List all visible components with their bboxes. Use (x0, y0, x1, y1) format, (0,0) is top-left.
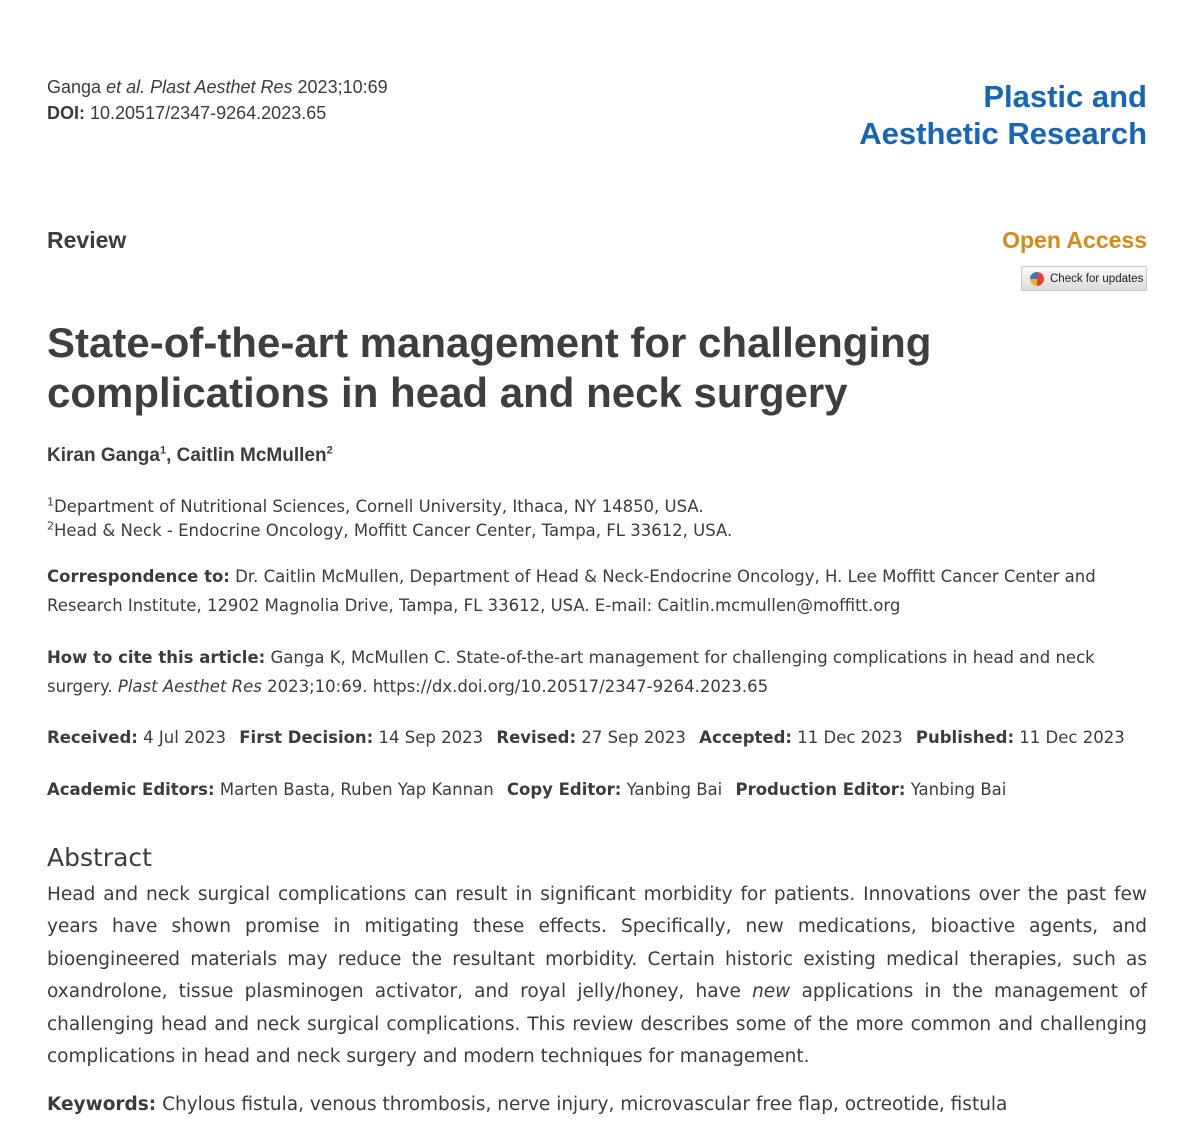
affiliation-text: Head & Neck - Endocrine Oncology, Moffitt Cancer Center, Tampa, FL 33612, USA. (54, 521, 733, 540)
date-label: Published: (915, 728, 1015, 747)
author-affil-sup: 1 (159, 444, 167, 457)
open-access-label: Open Access (1002, 227, 1147, 253)
journal-name-line1: Plastic and (983, 79, 1147, 114)
how-to-cite-rest: 2023;10:69. https://dx.doi.org/10.20517/2347-9264.2023.65 (267, 677, 769, 696)
doi-line (47, 102, 326, 124)
date-label: First Decision: (239, 728, 374, 747)
author-short: Ganga (47, 77, 102, 97)
journal-name-line2: Aesthetic Research (859, 116, 1147, 151)
author-name[interactable]: Caitlin McMullen (176, 445, 327, 466)
editor-value: Marten Basta, Ruben Yap Kannan (219, 780, 494, 799)
abstract-part: Head and neck surgical complications can result in significant morbidity for patients. Innovations over the past few years have shown promise in mitigating these effects. Specifically, new medications, bioactive agents, and bioengineered materials may reduce the resultant morbidity. Certain historic existing medical therapies, such as oxandrolone, tissue plasminogen activator, and royal jelly/honey, have (47, 884, 1147, 1003)
date-label: Revised: (496, 728, 577, 747)
citation-line (47, 76, 388, 98)
article-title: State-of-the-art management for challenging complications in head and neck surgery (47, 319, 932, 416)
date-value: 14 Sep 2023 (378, 728, 484, 747)
keywords-label: Keywords: (47, 1094, 157, 1115)
affiliation-sup: 2 (47, 519, 54, 533)
affiliation-sup: 1 (47, 495, 54, 509)
abstract-text (47, 879, 1147, 1073)
check-for-updates-button[interactable] (1021, 266, 1147, 291)
check-updates-label: Check for updates (1050, 272, 1144, 285)
how-to-cite-journal: Plast Aesthet Res (117, 677, 262, 696)
article-type: Review (47, 227, 127, 253)
affiliations (47, 495, 732, 543)
correspondence-label: Correspondence to: (47, 567, 230, 586)
year-volume: 2023;10:69 (297, 77, 388, 97)
doi-value[interactable]: 10.20517/2347-9264.2023.65 (90, 103, 327, 123)
abstract-heading: Abstract (47, 843, 152, 872)
editor-label: Academic Editors: (47, 780, 215, 799)
affiliation-text: Department of Nutritional Sciences, Cornell University, Ithaca, NY 14850, USA. (54, 497, 704, 516)
editor-value: Yanbing Bai (910, 780, 1007, 799)
date-value: 27 Sep 2023 (581, 728, 686, 747)
doi-label: DOI: (47, 103, 85, 123)
date-label: Accepted: (699, 728, 792, 747)
abstract-emphasis: new (752, 981, 791, 1003)
how-to-cite-text: Ganga K, McMullen C. State-of-the-art management for challenging complications in head and neck surgery. (47, 648, 1095, 696)
editor-value: Yanbing Bai (626, 780, 723, 799)
editors (47, 775, 1157, 804)
author-affil-sup: 2 (326, 444, 333, 457)
date-value: 4 Jul 2023 (143, 728, 227, 747)
crossmark-icon (1030, 272, 1044, 286)
affiliation-item (47, 495, 732, 519)
correspondence-text: Dr. Caitlin McMullen, Department of Head & Neck-Endocrine Oncology, H. Lee Moffitt Cancer Center and Research Institute, 12902 Magnolia Drive, Tampa, FL 33612, USA. E-mail: Caitlin.mcmullen@moffitt.org (47, 567, 1096, 615)
abstract-part: applications in the management of challenging head and neck surgical complications. This review describes some of the more common and challenging complications in head and neck surgery and modern techniques for management. (47, 981, 1147, 1068)
date-value: 11 Dec 2023 (797, 728, 903, 747)
date-label: Received: (47, 728, 138, 747)
correspondence (47, 562, 1157, 620)
article-dates (47, 723, 1157, 752)
keywords (47, 1094, 1007, 1115)
how-to-cite-label: How to cite this article: (47, 648, 266, 667)
journal-logo (859, 78, 1147, 152)
editor-label: Production Editor: (735, 780, 906, 799)
et-al: et al. (106, 77, 146, 97)
affiliation-item (47, 519, 732, 543)
author-list: Kiran Ganga$^1$, Caitlin McMullen$^2$ (47, 444, 333, 466)
how-to-cite (47, 643, 1157, 701)
author-name[interactable]: Kiran Ganga (47, 445, 160, 466)
keywords-text: Chylous fistula, venous thrombosis, nerve injury, microvascular free flap, octreotide, fistula (162, 1094, 1008, 1115)
editor-label: Copy Editor: (506, 780, 622, 799)
journal-abbrev: Plast Aesthet Res (150, 77, 293, 97)
date-value: 11 Dec 2023 (1019, 728, 1125, 747)
